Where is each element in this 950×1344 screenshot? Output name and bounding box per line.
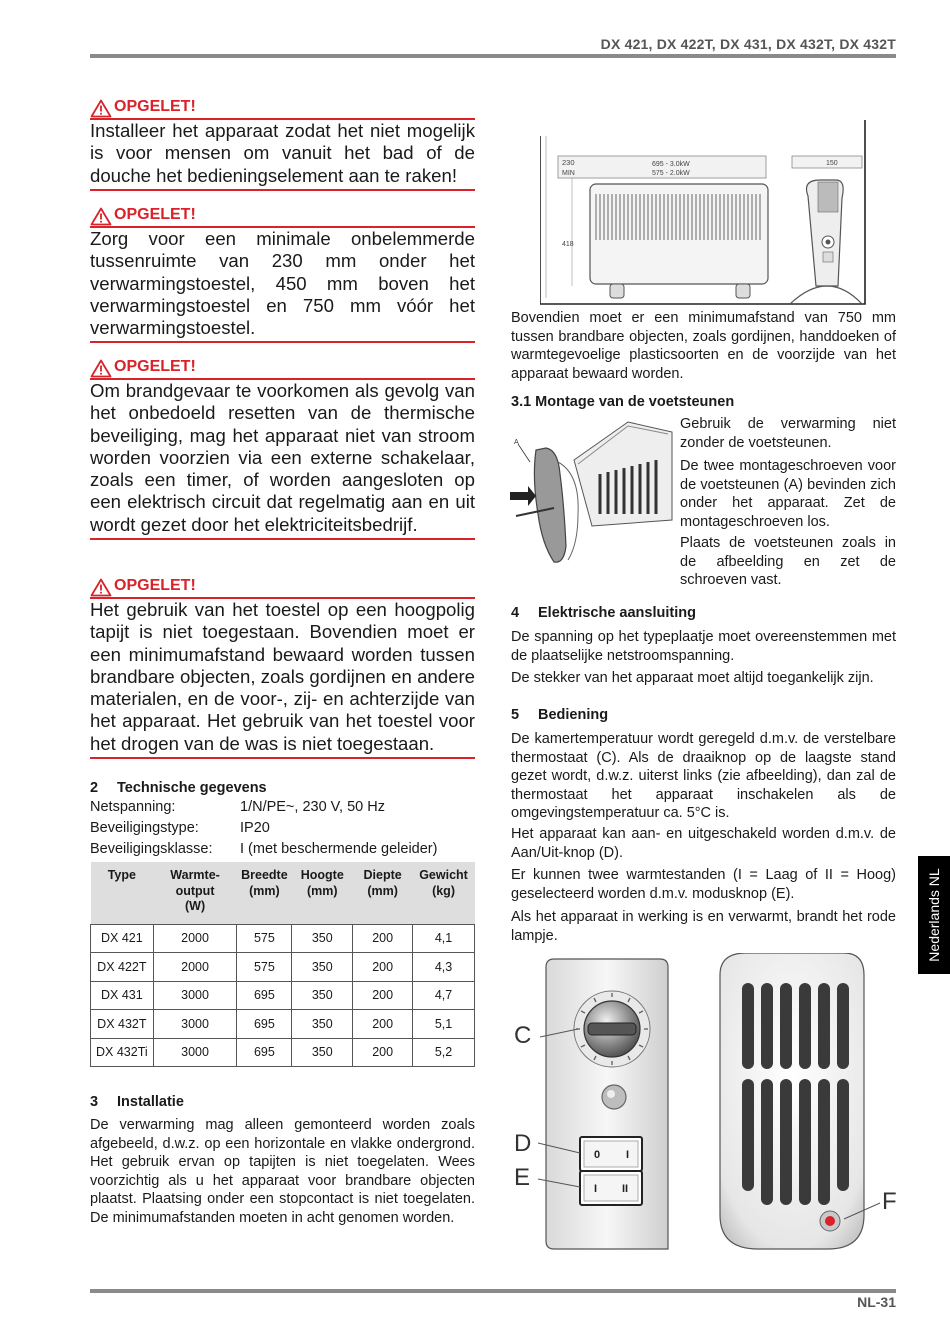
warning-text: Installeer het apparaat zodat het niet mogelijk is voor mensen om vanuit het bad of de douche het bedieningselement aan te raken! — [90, 120, 475, 191]
table-cell: 4,7 — [413, 981, 475, 1010]
section-31-para-2: De twee montageschroeven voor de voetsteunen (A) bevinden zich onder het apparaat. Zet de montageschroeven los. — [680, 458, 896, 530]
label-f: F — [882, 1188, 897, 1215]
table-row — [91, 924, 475, 953]
arrow-icon — [510, 486, 536, 506]
diagram-label-575: 575 - 2.0kW — [652, 170, 690, 177]
switch-e-high-label: II — [622, 1183, 629, 1195]
table-header-cell: Warmte- output (W) — [153, 862, 237, 924]
warning-label: OPGELET! — [114, 98, 196, 115]
table-header-cell: Breedte (mm) — [237, 862, 292, 924]
switch-d-off-label: 0 — [594, 1149, 601, 1161]
warning-triangle-icon — [90, 578, 112, 597]
warning-block-3 — [90, 359, 475, 540]
table-cell: 350 — [292, 981, 353, 1010]
spec-row: Beveiligingstype: IP20 — [90, 820, 270, 836]
table-cell: DX 431 — [91, 981, 154, 1010]
grille-slot — [818, 1079, 830, 1205]
grille-slot — [761, 1079, 773, 1205]
label-e: E — [514, 1164, 531, 1191]
table-cell: 4,3 — [413, 953, 475, 982]
clearance-diagram — [540, 118, 870, 308]
table-cell: 200 — [353, 1010, 413, 1039]
grille-slot — [818, 983, 830, 1069]
section-31-para-1: Gebruik de verwarming niet zonder de voetsteunen. — [680, 416, 896, 451]
section-5-para-2: Het apparaat kan aan- en uitgeschakeld worden d.m.v. de Aan/Uit-knop (D). — [511, 826, 896, 861]
diagram-label-418: 418 — [562, 241, 574, 248]
table-cell: 695 — [237, 1038, 292, 1067]
warning-block-4 — [90, 578, 475, 759]
language-tab-label: Nederlands NL — [926, 868, 942, 962]
table-row — [91, 1038, 475, 1067]
foot-mounting-figure — [508, 414, 674, 566]
section-3-heading: 3 Installatie — [90, 1094, 184, 1110]
table-cell: 3000 — [153, 1010, 237, 1039]
spec-row: Beveiligingsklasse: I (met beschermende geleider) — [90, 841, 438, 857]
grille-slot — [761, 983, 773, 1069]
table-header-cell: Type — [91, 862, 154, 924]
table-cell: 350 — [292, 1010, 353, 1039]
grille-slot — [799, 1079, 811, 1205]
section-3-text: De verwarming mag alleen gemonteerd worden zoals afgebeeld, d.w.z. op een horizontale en vlakke ondergrond. Het gebruik ervan op tapijten is niet toegelaten. Wees voorzichtig als u het apparaat voor brandbare objecten plaatst. Plaatsing onder een stopcontact is niet toegelaten. De minimumafstanden moeten in acht genomen worden. — [90, 1117, 475, 1226]
warning-label: OPGELET! — [114, 577, 196, 594]
table-cell: 575 — [237, 924, 292, 953]
table-cell: 695 — [237, 981, 292, 1010]
table-cell: 3000 — [153, 1038, 237, 1067]
table-cell: 5,1 — [413, 1010, 475, 1039]
table-cell: DX 432Ti — [91, 1038, 154, 1067]
header-rule — [90, 54, 896, 58]
heater-front-view — [590, 184, 768, 284]
diagram-label-695: 695 - 3.0kW — [652, 161, 690, 168]
spec-list — [90, 799, 475, 861]
section-31-heading: 3.1 Montage van de voetsteunen — [511, 394, 735, 410]
warning-block-1 — [90, 99, 475, 191]
table-cell: 200 — [353, 953, 413, 982]
warning-block-2 — [90, 207, 475, 343]
table-header-cell: Gewicht (kg) — [413, 862, 475, 924]
page-number: NL-31 — [857, 1294, 896, 1310]
table-cell: 350 — [292, 1038, 353, 1067]
table-cell: 350 — [292, 953, 353, 982]
spec-row: Netspanning: 1/N/PE~, 230 V, 50 Hz — [90, 799, 385, 815]
language-tab — [918, 856, 950, 974]
switch-e-low-label: I — [594, 1183, 598, 1195]
header-model-list: DX 421, DX 422T, DX 431, DX 432T, DX 432T — [600, 36, 896, 52]
table-row — [91, 1010, 475, 1039]
table-cell: 695 — [237, 1010, 292, 1039]
warning-text: Zorg voor een minimale onbelemmerde tussenruimte van 230 mm onder het verwarmingstoestel, 450 mm boven het verwarmingstoestel en 750 mm vóór het verwarmingstoestel. — [90, 228, 475, 343]
diagram-label-150: 150 — [826, 160, 838, 167]
indicator-lens — [602, 1085, 626, 1109]
switch-d-on-label: I — [626, 1149, 630, 1161]
table-cell: DX 432T — [91, 1010, 154, 1039]
section-4-para-1: De spanning op het typeplaatje moet overeenstemmen met de plaatselijke netstroomspanning. — [511, 629, 896, 664]
footer-rule — [90, 1289, 896, 1293]
grille-slot — [837, 1079, 849, 1191]
warning-text: Om brandgevaar te voorkomen als gevolg van het onbedoeld resetten van de thermische beveiliging, mag het apparaat niet van stroom worden voorzien via een externe schakelaar, zoals een timer, of worden aangesloten op een elektrisch circuit dat regelmatig aan en uit wordt gezet door het elektriciteitsbedrijf. — [90, 380, 475, 540]
technical-table — [90, 862, 475, 1067]
warning-triangle-icon — [90, 207, 112, 226]
table-cell: 5,2 — [413, 1038, 475, 1067]
warning-label: OPGELET! — [114, 206, 196, 223]
table-cell: 4,1 — [413, 924, 475, 953]
section-4-heading: 4 Elektrische aansluiting — [511, 605, 696, 621]
warning-label: OPGELET! — [114, 358, 196, 375]
table-header-cell: Diepte (mm) — [353, 862, 413, 924]
section-5-heading: 5 Bediening — [511, 707, 609, 723]
grille-slot — [780, 1079, 792, 1205]
grille-slot — [780, 983, 792, 1069]
table-cell: 575 — [237, 953, 292, 982]
warning-triangle-icon — [90, 99, 112, 118]
control-panel-figure — [508, 953, 898, 1253]
warning-text: Het gebruik van het toestel op een hoogpolig tapijt is niet toegestaan. Bovendien moet er een minimumafstand bewaard worden tussen brandbare objecten, zoals gordijnen en andere materialen, en de voor-, zij- en achterzijde van het apparaat. Het gebruik van het toestel voor het drogen van de was is niet toegestaan. — [90, 599, 475, 759]
table-cell: 3000 — [153, 981, 237, 1010]
section-4-para-2: De stekker van het apparaat moet altijd toegankelijk zijn. — [511, 670, 874, 686]
section-2-heading: 2 Technische gegevens — [90, 780, 267, 796]
grille-slot — [799, 983, 811, 1069]
grille-slot — [742, 1079, 754, 1191]
diagram-label-min: MIN — [562, 170, 575, 177]
figure-label-a: A — [514, 439, 519, 446]
grille-slot — [837, 983, 849, 1069]
table-row — [91, 981, 475, 1010]
distance-note: Bovendien moet er een minimumafstand van 750 mm tussen brandbare objecten, zoals gordijnen, handdoeken of warmtegevoelige plasticsoorten en de voorzijde van het apparaat bewaard worden. — [511, 310, 896, 382]
table-cell: 2000 — [153, 924, 237, 953]
warning-triangle-icon — [90, 359, 112, 378]
table-cell: 2000 — [153, 953, 237, 982]
section-5-para-4: Als het apparaat in werking is en verwarmt, brandt het rode lampje. — [511, 909, 896, 944]
section-5-para-1: De kamertemperatuur wordt geregeld d.m.v. de verstelbare thermostaat (C). Als de draaiknop op de laagste stand gezet wordt, d.w.z. uiterst links (zie afbeelding), dan zal de thermostaat het apparaat inschakelen als de omgevingstemperatuur ca. 5°C is. — [511, 731, 896, 822]
section-5-para-3: Er kunnen twee warmtestanden (I = Laag of II = Hoog) geselecteerd worden d.m.v. modusknop (E). — [511, 867, 896, 902]
grille-slot — [742, 983, 754, 1069]
table-cell: 200 — [353, 981, 413, 1010]
table-cell: DX 421 — [91, 924, 154, 953]
label-d: D — [514, 1130, 532, 1157]
table-cell: 350 — [292, 924, 353, 953]
section-31-para-3: Plaats de voetsteunen zoals in de afbeelding en zet de schroeven vast. — [680, 535, 896, 589]
table-cell: 200 — [353, 924, 413, 953]
label-c: C — [514, 1022, 532, 1049]
table-cell: 200 — [353, 1038, 413, 1067]
table-header-cell: Hoogte (mm) — [292, 862, 353, 924]
table-cell: DX 422T — [91, 953, 154, 982]
foot-bracket — [534, 448, 566, 562]
red-indicator-lamp — [825, 1216, 835, 1226]
table-row — [91, 953, 475, 982]
diagram-label-230: 230 — [562, 158, 575, 167]
